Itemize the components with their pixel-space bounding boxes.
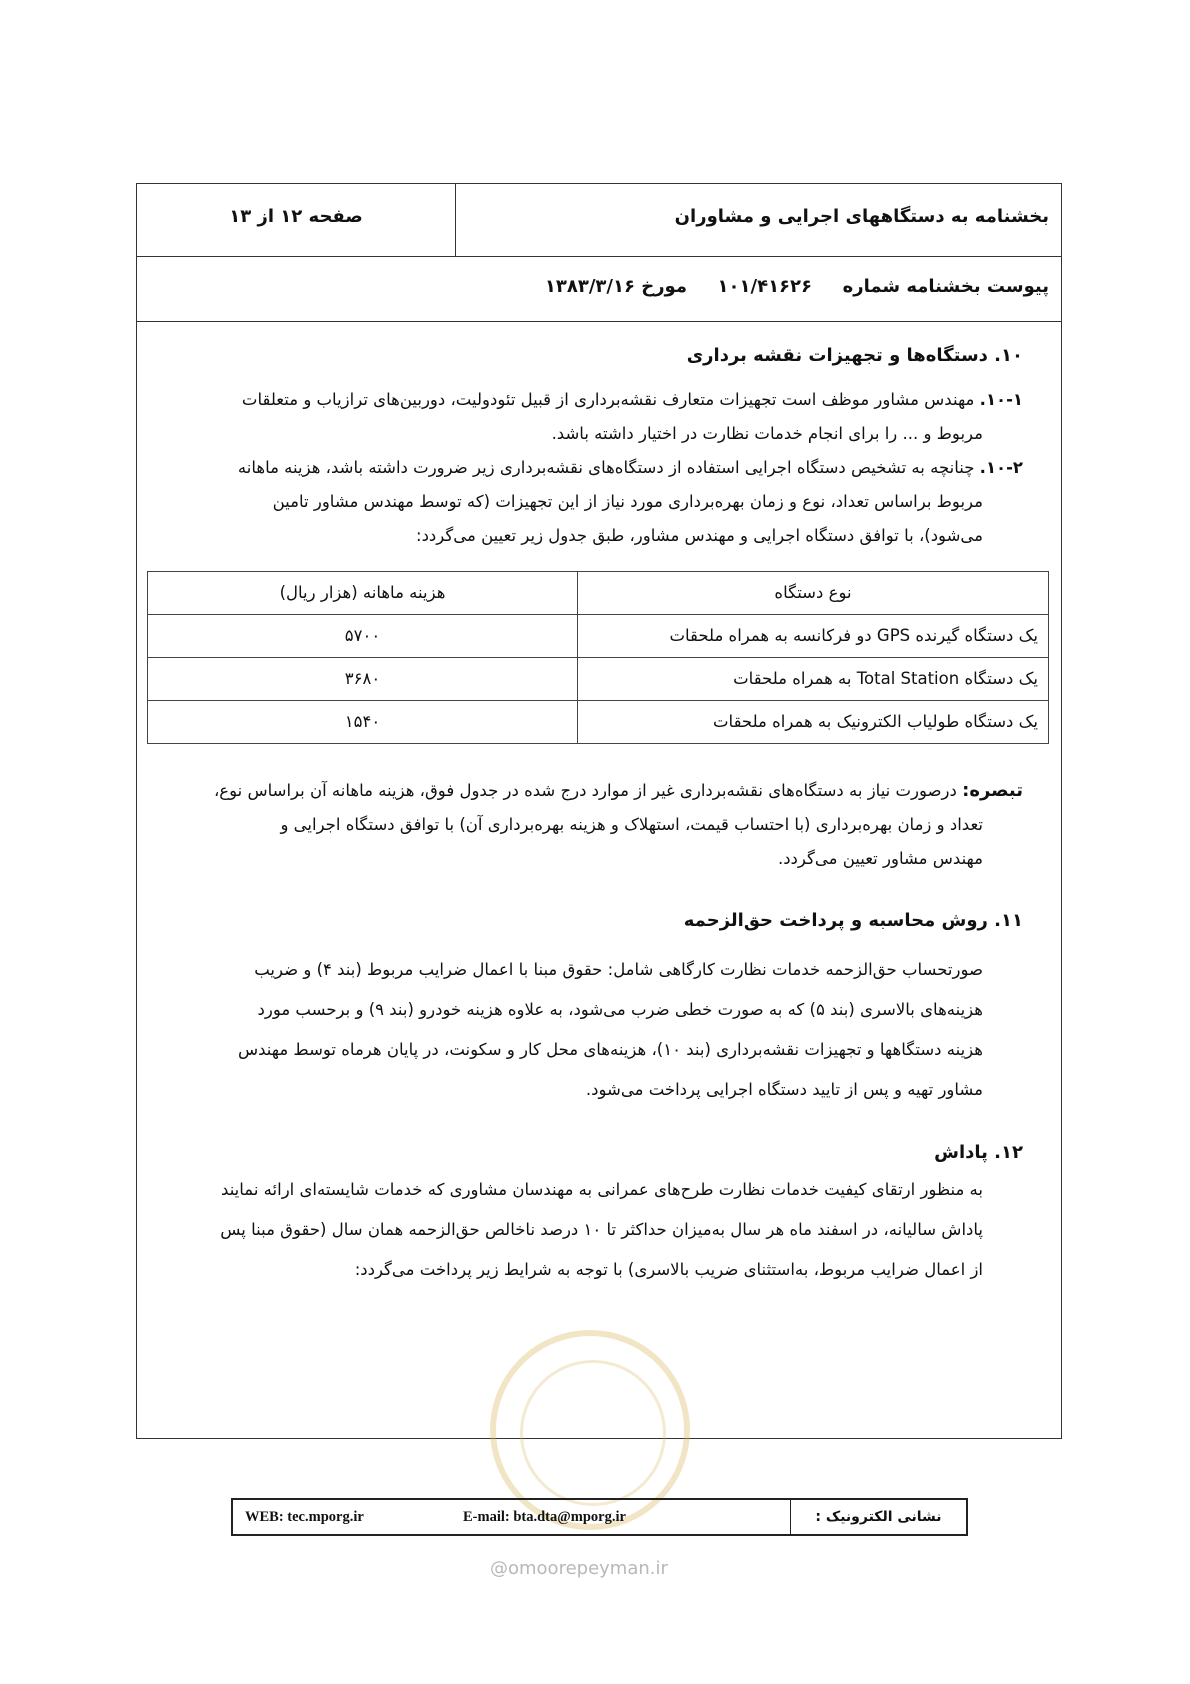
item-10-1-number: ۱۰-۱. bbox=[979, 390, 1023, 409]
footer-label: نشانی الکترونیک : bbox=[790, 1500, 966, 1534]
cost-cell: ۵۷۰۰ bbox=[148, 615, 578, 658]
device-cell: یک دستگاه Total Station به همراه ملحقات bbox=[578, 658, 1049, 701]
footer-web[interactable]: WEB: tec.mporg.ir bbox=[245, 1509, 364, 1525]
attachment-line bbox=[137, 256, 1061, 322]
document-body bbox=[175, 339, 1038, 1290]
item-10-2 bbox=[175, 451, 1023, 485]
note-text: درصورت نیاز به دستگاه‌های نقشه‌برداری غیر از موارد درج شده در جدول فوق، هزینه ماهانه آن براساس نوع، bbox=[213, 781, 957, 800]
section-11-line: مشاور تهیه و پس از تایید دستگاه اجرایی پرداخت می‌شود. bbox=[585, 1080, 983, 1099]
cost-cell: ۳۶۸۰ bbox=[148, 658, 578, 701]
header-row bbox=[137, 184, 1061, 257]
section-12-line: پاداش سالیانه، در اسفند ماه هر سال به‌میزان حداکثر تا ۱۰ درصد ناخالص حق‌الزحمه همان سال (حقوق مبنا پس bbox=[220, 1220, 983, 1239]
device-cell: یک دستگاه گیرنده GPS دو فرکانسه به همراه ملحقات bbox=[578, 615, 1049, 658]
section-12-line: از اعمال ضرایب مربوط، به‌استثنای ضریب بالاسری) با توجه به شرایط زیر پرداخت می‌گردد: bbox=[354, 1260, 983, 1279]
table-header-row bbox=[148, 572, 1049, 615]
item-10-1-cont: مربوط و ... را برای انجام خدمات نظارت در اختیار داشته باشد. bbox=[551, 424, 983, 443]
col-cost-header: هزینه ماهانه (هزار ریال) bbox=[148, 572, 578, 615]
section-11-title: ۱۱. روش محاسبه و پرداخت حق‌الزحمه bbox=[683, 910, 1023, 931]
item-10-2-cont: مربوط براساس تعداد، نوع و زمان بهره‌برداری مورد نیاز از این تجهیزات (که توسط مهندس مشاور تامین bbox=[272, 492, 983, 511]
table-row bbox=[148, 615, 1049, 658]
watermark: @omoorepeyman.ir bbox=[490, 1558, 668, 1579]
section-10-title: ۱۰. دستگاه‌ها و تجهیزات نقشه برداری bbox=[686, 345, 1023, 366]
page-number: صفحه ۱۲ از ۱۳ bbox=[229, 206, 363, 227]
col-device-header: نوع دستگاه bbox=[578, 572, 1049, 615]
item-10-2-number: ۱۰-۲. bbox=[979, 458, 1023, 477]
section-12-line: به منظور ارتقای کیفیت خدمات نظارت طرح‌های عمرانی به مهندسان مشاوری که خدمات شایسته‌ای ارائه نمایند bbox=[221, 1180, 983, 1199]
page-frame bbox=[136, 183, 1062, 1439]
section-11-body bbox=[175, 950, 1023, 1110]
section-11-line: صورتحساب حق‌الزحمه خدمات نظارت کارگاهی شامل: حقوق مبنا با اعمال ضرایب مربوط (بند ۴) و ضریب bbox=[254, 960, 983, 979]
note-label: تبصره: bbox=[962, 780, 1023, 801]
section-11-line: هزینه دستگاهها و تجهیزات نقشه‌برداری (بند ۱۰)، هزینه‌های محل کار و سکونت، در پایان هرماه توسط مهندس bbox=[237, 1040, 983, 1059]
note bbox=[175, 774, 1023, 808]
cost-cell: ۱۵۴۰ bbox=[148, 701, 578, 744]
item-10-1 bbox=[175, 383, 1023, 417]
item-10-2-cont2: می‌شود)، با توافق دستگاه اجرایی و مهندس مشاور، طبق جدول زیر تعیین می‌گردد: bbox=[416, 526, 983, 545]
section-11-line: هزینه‌های بالاسری (بند ۵) که به صورت خطی ضرب می‌شود، به علاوه هزینه خودرو (بند ۹) و برحسب مورد bbox=[257, 1000, 983, 1019]
date-label: مورخ bbox=[641, 276, 687, 297]
circular-date: ۱۳۸۳/۳/۱۶ bbox=[544, 276, 635, 297]
header-title: بخشنامه به دستگاههای اجرایی و مشاوران bbox=[455, 184, 1061, 256]
item-10-1-text: مهندس مشاور موظف است تجهیزات متعارف نقشه‌برداری از قبیل تئودولیت، دوربین‌های ترازیاب و متعلقات bbox=[241, 390, 975, 409]
item-10-2-text: چنانچه به تشخیص دستگاه اجرایی استفاده از دستگاه‌های نقشه‌برداری زیر ضرورت داشته باشد، هزینه ماهانه bbox=[237, 458, 975, 477]
table-row bbox=[148, 658, 1049, 701]
section-12-title: ۱۲. پاداش bbox=[934, 1142, 1023, 1163]
attachment-label: پیوست بخشنامه شماره bbox=[842, 276, 1049, 297]
footer-email[interactable]: E-mail: bta.dta@mporg.ir bbox=[463, 1509, 626, 1525]
device-cell: یک دستگاه طولیاب الکترونیک به همراه ملحقات bbox=[578, 701, 1049, 744]
note-cont2: مهندس مشاور تعیین می‌گردد. bbox=[777, 849, 983, 868]
note-cont: تعداد و زمان بهره‌برداری (با احتساب قیمت، استهلاک و هزینه بهره‌برداری آن) با توافق دستگاه اجرایی و bbox=[280, 815, 983, 834]
footer-contact bbox=[231, 1498, 968, 1536]
section-12-body bbox=[175, 1170, 1023, 1290]
circular-number: ۱۰۱/۴۱۶۲۶ bbox=[717, 276, 813, 297]
equipment-cost-table bbox=[147, 571, 1049, 744]
table-row bbox=[148, 701, 1049, 744]
